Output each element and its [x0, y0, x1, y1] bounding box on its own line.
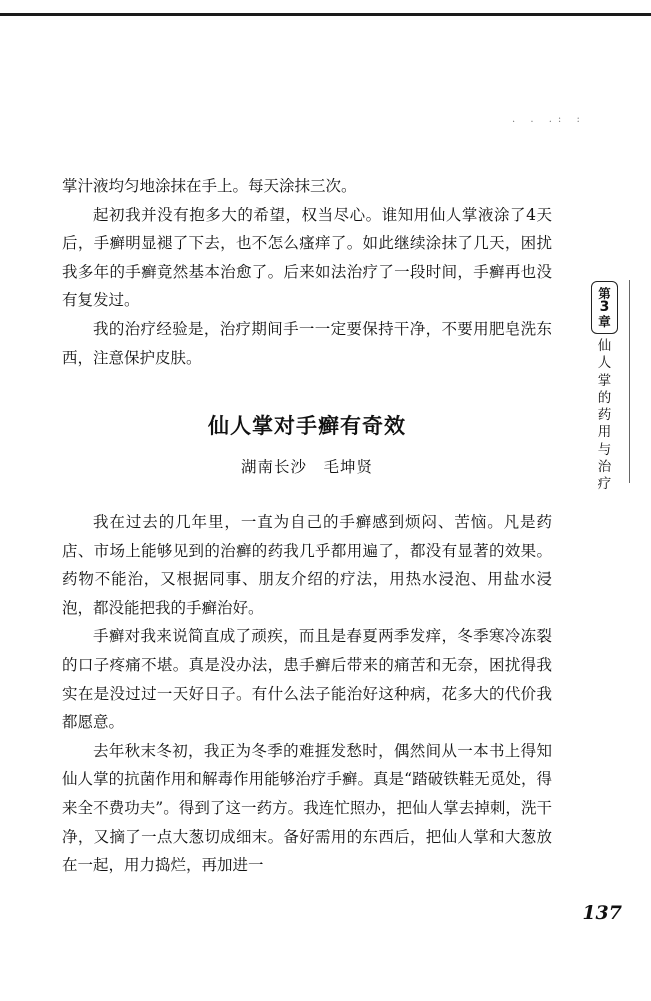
- sidebar-rule: [629, 280, 630, 483]
- article-title: 仙人掌对手癣有奇效: [208, 414, 406, 438]
- chapter-suffix: 章: [598, 313, 611, 329]
- chapter-title: 仙人掌的药用与治疗: [597, 338, 612, 493]
- scan-specks: . . .: :: [512, 114, 586, 125]
- paragraph: 去年秋末冬初，我正为冬季的难捱发愁时，偶然间从一本书上得知仙人掌的抗菌作用和解毒作用能够治疗手癣。真是“踏破铁鞋无觅处，得来全不费功夫”。得到了这一药方。我连忙照办，把仙人掌去掉刺，洗干净，又摘了一点大葱切成细末。备好需用的东西后，把仙人掌和大葱放在一起，用力捣烂，再加进一: [62, 741, 552, 875]
- chapter-number: 3: [599, 299, 610, 316]
- top-rule: [0, 13, 651, 16]
- continued-section: [62, 172, 552, 372]
- paragraph: 起初我并没有抱多大的希望，权当尽心。谁知用仙人掌液涂了4天后，手癣明显褪了下去，也不怎么瘙痒了。如此继续涂抹了几天，困扰我多年的手癣竟然基本治愈了。后来如法治疗了一段时间，手癣再也没有复发过。: [62, 205, 552, 310]
- paragraph: 我的治疗经验是，治疗期间手一一定要保持干净，不要用肥皂洗东西，注意保护皮肤。: [62, 319, 552, 367]
- paragraph: 我在过去的几年里，一直为自己的手癣感到烦闷、苦恼。凡是药店、市场上能够见到的治癣的药我几乎都用遍了，都没有显著的效果。药物不能治，又根据同事、朋友介绍的疗法，用热水浸泡、用盐水浸泡，都没能把我的手癣治好。: [62, 513, 552, 617]
- paragraph: 手癣对我来说简直成了顽疾，而且是春夏两季发痒，冬季寒冷冻裂的口子疼痛不堪。真是没办法，患手癣后带来的痛苦和无奈，困扰得我实在是没过过一天好日子。有什么法子能治好这种病，花多大的代价我都愿意。: [62, 627, 552, 732]
- article-byline: 湖南长沙 毛坤贤: [240, 458, 373, 476]
- article-body: [62, 508, 552, 880]
- paragraph: 掌汁液均匀地涂抹在手上。每天涂抹三次。: [62, 177, 357, 195]
- page-number: 137: [582, 902, 622, 924]
- chapter-prefix: 第: [598, 286, 611, 302]
- chapter-badge: [591, 281, 618, 334]
